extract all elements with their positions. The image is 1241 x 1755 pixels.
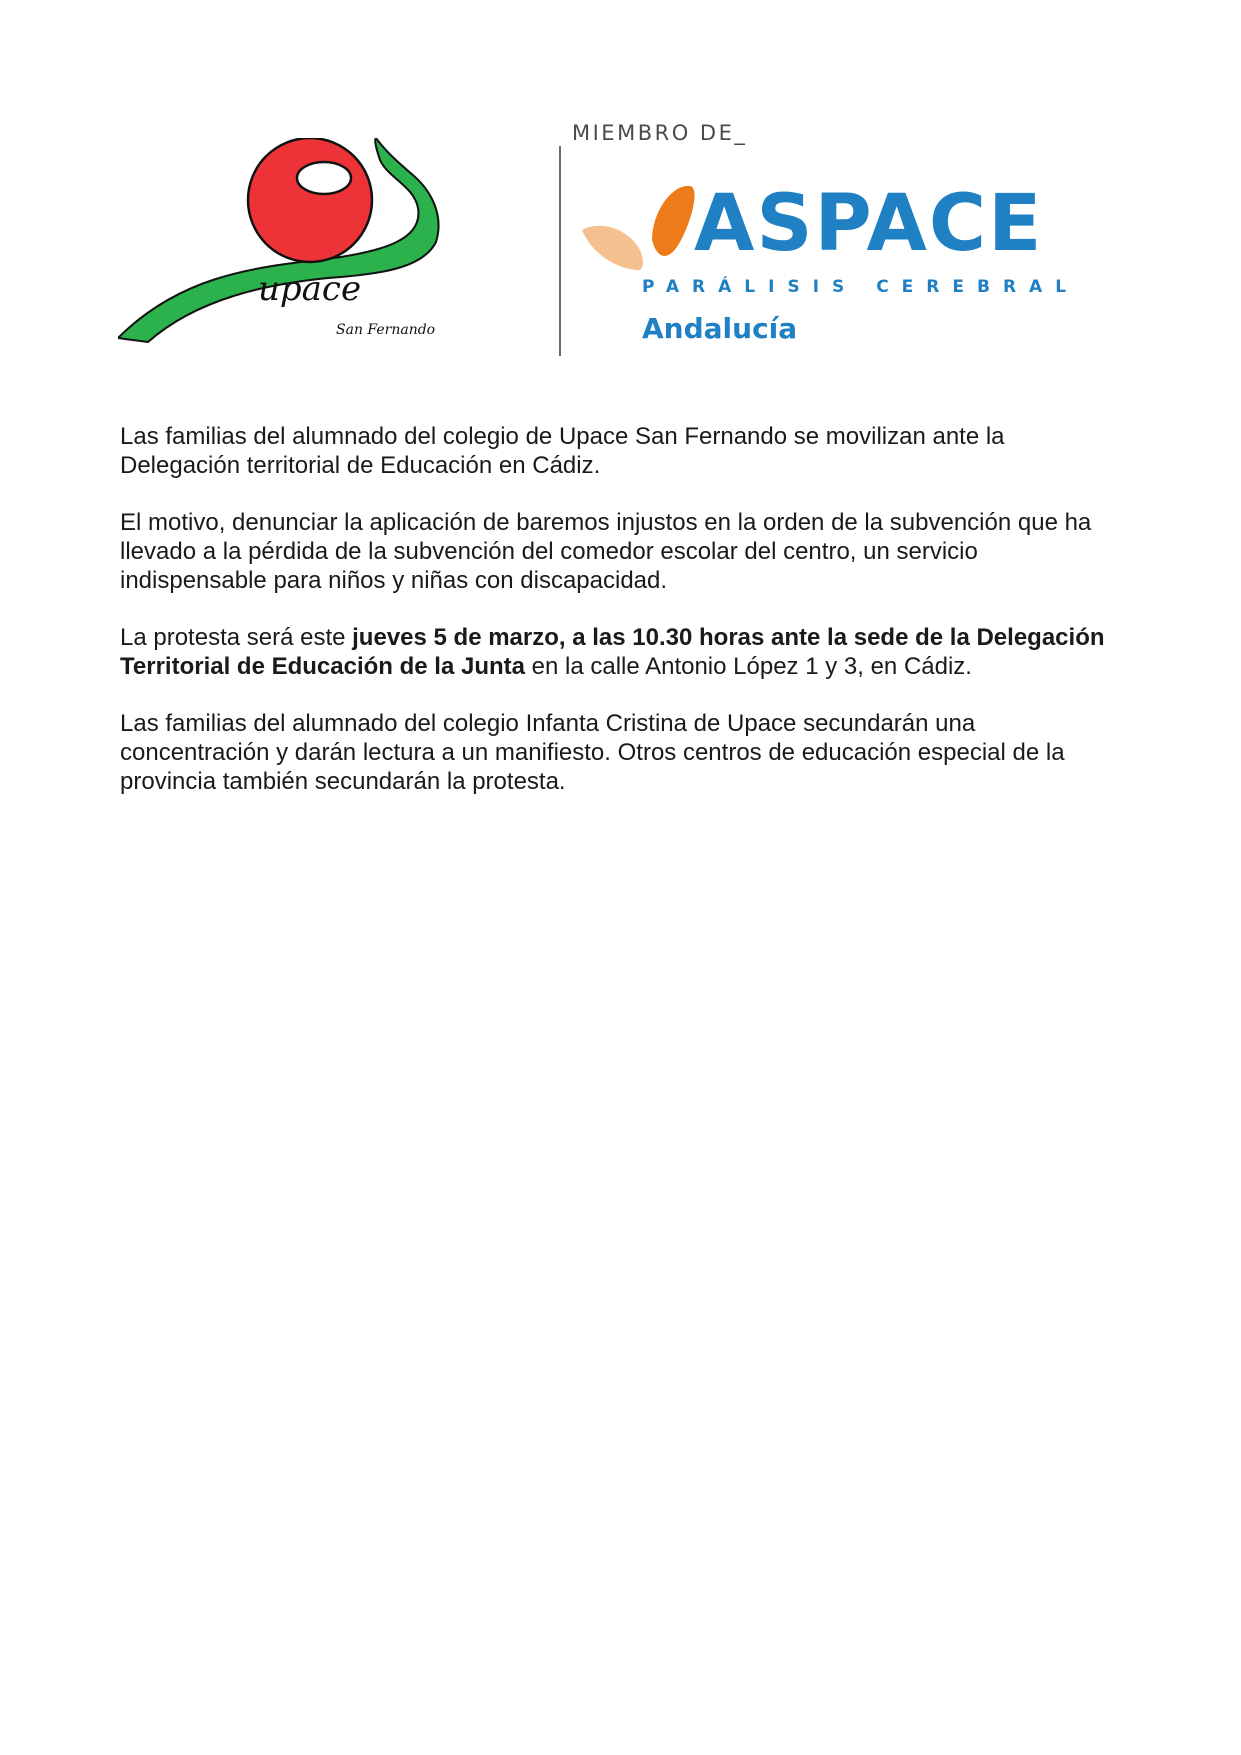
aspace-tagline: PARÁLISIS CEREBRAL [642, 277, 1080, 297]
upace-sub-wordmark: San Fernando [336, 322, 436, 338]
protest-address-text: en la calle Antonio López 1 y 3, en Cádiz. [525, 653, 972, 680]
aspace-wordmark: ASPACE [694, 180, 1044, 269]
aspace-region: Andalucía [642, 312, 798, 345]
aspace-orange-leaf [652, 186, 695, 256]
member-of-label: MIEMBRO DE_ [572, 121, 748, 145]
paragraph-intro: Las familias del alumnado del colegio de Upace San Fernando se movilizan ante la Delegación territorial de Educación en Cádiz. [120, 423, 1005, 479]
upace-ball-highlight [297, 162, 351, 194]
aspace-peach-leaf [582, 226, 643, 271]
aspace-andalucia-logo [580, 180, 1080, 350]
paragraph-participants: Las familias del alumnado del colegio Infanta Cristina de Upace secundarán una concentración y darán lectura a un manifiesto. Otros centros de educación especial de la provincia también secundarán la protesta. [120, 710, 1065, 795]
press-release-body [120, 422, 1125, 824]
paragraph-motive: El motivo, denunciar la aplicación de baremos injustos en la orden de la subvención que ha llevado a la pérdida de la subvención del comedor escolar del centro, un servicio indispensable para niños y niñas con discapacidad. [120, 509, 1092, 594]
upace-red-ball [248, 138, 372, 262]
upace-wordmark: upace [258, 269, 362, 309]
protest-date-location: jueves 5 de marzo, a las 10.30 horas ante la sede de la Delegación Territorial de Educación de la Junta [120, 624, 1105, 680]
logo-header [0, 0, 1241, 380]
paragraph-protest-details [120, 623, 1125, 681]
logo-divider [559, 146, 561, 356]
upace-san-fernando-logo [118, 138, 478, 368]
protest-intro-text: La protesta será este [120, 624, 353, 651]
